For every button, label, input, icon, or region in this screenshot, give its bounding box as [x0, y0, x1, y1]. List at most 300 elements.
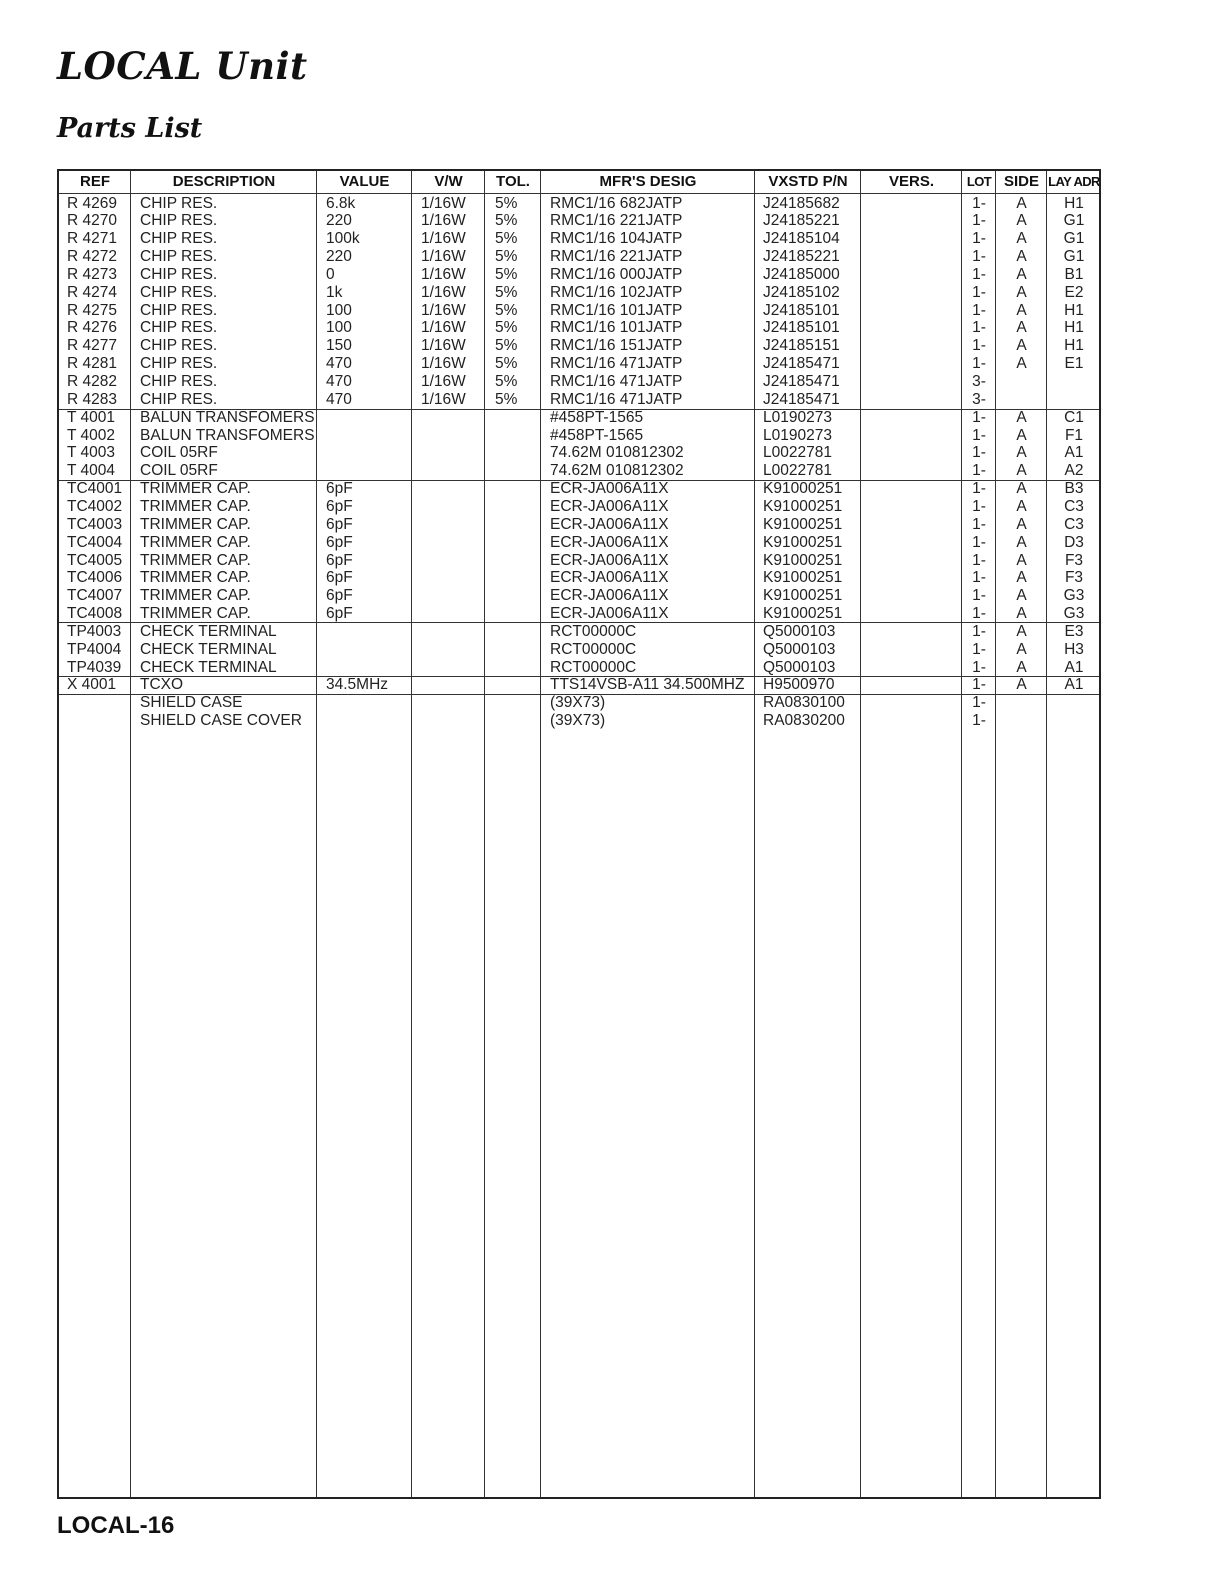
cell-desc: CHIP RES.: [140, 194, 218, 212]
cell-desc: TRIMMER CAP.: [140, 497, 251, 515]
cell-pn: K91000251: [763, 551, 843, 569]
cell-pn: K91000251: [763, 515, 843, 533]
table-row: [59, 319, 1099, 337]
cell-lot: 1-: [972, 587, 986, 605]
page-number: LOCAL-16: [57, 1512, 175, 1539]
cell-side: A: [1016, 283, 1027, 301]
column-header-vers: VERS.: [888, 173, 934, 190]
cell-vers: [869, 195, 959, 213]
cell-vw: [421, 462, 483, 480]
cell-lot: 1-: [972, 444, 986, 462]
cell-vw: [421, 516, 483, 534]
cell-lay: A1: [1064, 444, 1084, 462]
cell-mfr: RMC1/16 682JATP: [550, 194, 683, 212]
cell-mfr: TTS14VSB-A11 34.500MHZ: [550, 676, 745, 694]
cell-lay: [1047, 694, 1101, 712]
cell-desc: CHIP RES.: [140, 301, 218, 319]
table-row: [59, 266, 1099, 284]
cell-lot: 1-: [972, 408, 986, 426]
cell-mfr: RMC1/16 101JATP: [550, 319, 683, 337]
cell-ref: TP4003: [67, 622, 122, 640]
table-row: [59, 552, 1099, 570]
cell-vers: [869, 516, 959, 534]
cell-tol: [495, 676, 539, 694]
cell-ref: TC4001: [67, 480, 123, 498]
cell-vw: [421, 712, 483, 730]
cell-mfr: ECR-JA006A11X: [550, 569, 669, 587]
cell-desc: CHECK TERMINAL: [140, 658, 277, 676]
cell-lay: H1: [1064, 194, 1084, 212]
cell-ref: TC4008: [67, 605, 123, 623]
cell-ref: T 4002: [67, 426, 115, 444]
cell-value: 470: [326, 390, 352, 408]
cell-lot: 1-: [972, 658, 986, 676]
cell-vers: [869, 391, 959, 409]
cell-side: A: [1016, 319, 1027, 337]
cell-value: [326, 641, 410, 659]
cell-desc: SHIELD CASE COVER: [140, 712, 302, 730]
column-header-vw: V/W: [434, 173, 463, 190]
cell-tol: [495, 623, 539, 641]
cell-vw: [421, 694, 483, 712]
cell-desc: SHIELD CASE: [140, 694, 243, 712]
cell-side: A: [1016, 622, 1027, 640]
cell-lay: F3: [1064, 551, 1084, 569]
cell-tol: [495, 569, 539, 587]
cell-ref: T 4003: [67, 444, 115, 462]
cell-side: A: [1016, 462, 1027, 480]
cell-pn: J24185471: [763, 373, 840, 390]
cell-pn: J24185471: [763, 390, 840, 408]
cell-lot: 1-: [972, 569, 986, 587]
cell-lot: 1-: [972, 480, 986, 498]
cell-vw: 1/16W: [421, 265, 466, 283]
cell-value: 6pF: [326, 497, 353, 515]
cell-ref: R 4275: [67, 301, 117, 319]
table-row: [59, 427, 1099, 445]
cell-tol: [495, 498, 539, 516]
cell-desc: CHIP RES.: [140, 248, 218, 266]
cell-tol: 5%: [495, 212, 518, 230]
cell-pn: J24185104: [763, 230, 840, 248]
cell-vw: [421, 659, 483, 677]
column-header-description: DESCRIPTION: [172, 173, 276, 190]
cell-side: A: [1016, 569, 1027, 587]
cell-tol: [495, 694, 539, 712]
cell-lay: C1: [1064, 408, 1084, 426]
cell-value: 6pF: [326, 587, 353, 605]
cell-side: [996, 694, 1047, 712]
cell-vers: [869, 462, 959, 480]
cell-value: 1k: [326, 283, 343, 301]
table-row: [59, 694, 1099, 712]
cell-vw: 1/16W: [421, 390, 466, 408]
cell-vw: [421, 605, 483, 623]
cell-tol: 5%: [495, 355, 518, 373]
cell-mfr: ECR-JA006A11X: [550, 480, 669, 498]
cell-desc: CHECK TERMINAL: [140, 640, 277, 658]
cell-desc: TRIMMER CAP.: [140, 551, 251, 569]
cell-pn: J24185000: [763, 265, 840, 283]
cell-mfr: #458PT-1565: [550, 408, 644, 426]
cell-lot: 1-: [972, 497, 986, 515]
cell-side: [996, 391, 1047, 409]
cell-lot: 1-: [972, 301, 986, 319]
cell-tol: [495, 641, 539, 659]
table-row: [59, 212, 1099, 230]
cell-desc: CHIP RES.: [140, 390, 218, 408]
cell-vers: [869, 712, 959, 730]
cell-vw: [421, 552, 483, 570]
cell-side: [996, 712, 1047, 730]
cell-ref: R 4282: [67, 373, 117, 390]
cell-tol: 5%: [495, 373, 518, 390]
cell-lay: F3: [1064, 569, 1084, 587]
cell-mfr: RMC1/16 471JATP: [550, 373, 683, 390]
cell-vw: 1/16W: [421, 283, 466, 301]
cell-lay: H1: [1064, 301, 1084, 319]
cell-desc: CHIP RES.: [140, 319, 218, 337]
column-header-lay-adr: LAY ADR: [1048, 174, 1100, 189]
table-row: [59, 284, 1099, 302]
cell-mfr: RMC1/16 221JATP: [550, 212, 683, 230]
table-row: [59, 534, 1099, 552]
cell-lay: G3: [1063, 587, 1085, 605]
cell-pn: Q5000103: [763, 640, 836, 658]
cell-lot: 1-: [972, 355, 986, 373]
cell-ref: X 4001: [67, 676, 117, 694]
cell-mfr: #458PT-1565: [550, 426, 644, 444]
cell-value: 6pF: [326, 515, 353, 533]
cell-pn: L0190273: [763, 408, 832, 426]
cell-lot: 1-: [972, 265, 986, 283]
cell-tol: 5%: [495, 230, 518, 248]
cell-vw: [421, 623, 483, 641]
cell-vw: [421, 587, 483, 605]
cell-mfr: ECR-JA006A11X: [550, 497, 669, 515]
cell-lay: C3: [1064, 497, 1084, 515]
cell-lot: 1-: [972, 515, 986, 533]
cell-value: 470: [326, 355, 352, 373]
cell-tol: [495, 534, 539, 552]
cell-mfr: RMC1/16 221JATP: [550, 248, 683, 266]
cell-value: 100: [326, 301, 352, 319]
cell-vers: [869, 552, 959, 570]
cell-lay: D3: [1064, 533, 1084, 551]
cell-value: 6.8k: [326, 194, 356, 212]
cell-tol: 5%: [495, 194, 518, 212]
table-row: [59, 373, 1099, 391]
cell-lot: 1-: [972, 462, 986, 480]
cell-desc: CHIP RES.: [140, 337, 218, 355]
cell-value: 150: [326, 337, 352, 355]
cell-mfr: RMC1/16 000JATP: [550, 265, 683, 283]
cell-lay: H1: [1064, 319, 1084, 337]
cell-lay: G1: [1063, 248, 1085, 266]
page-title: LOCAL Unit: [57, 44, 308, 88]
table-row: [59, 337, 1099, 355]
cell-lay: B3: [1064, 480, 1084, 498]
cell-side: A: [1016, 658, 1027, 676]
cell-tol: [495, 462, 539, 480]
cell-vw: 1/16W: [421, 337, 466, 355]
cell-lot: 1-: [972, 551, 986, 569]
cell-side: A: [1016, 355, 1027, 373]
cell-ref: TC4006: [67, 569, 123, 587]
column-header-value: VALUE: [339, 173, 390, 190]
cell-vers: [869, 284, 959, 302]
cell-side: A: [1016, 640, 1027, 658]
cell-ref: R 4271: [67, 230, 117, 248]
cell-mfr: ECR-JA006A11X: [550, 587, 669, 605]
table-row: [59, 516, 1099, 534]
cell-vers: [869, 569, 959, 587]
cell-tol: [495, 605, 539, 623]
table-row: [59, 195, 1099, 213]
cell-ref: R 4281: [67, 355, 117, 373]
table-row: [59, 462, 1099, 480]
cell-side: A: [1016, 212, 1027, 230]
cell-desc: BALUN TRANSFOMERS: [140, 426, 315, 444]
cell-mfr: ECR-JA006A11X: [550, 515, 669, 533]
cell-vers: [869, 373, 959, 391]
cell-mfr: 74.62M 010812302: [550, 444, 684, 462]
cell-lay: A1: [1064, 676, 1084, 694]
cell-vw: 1/16W: [421, 355, 466, 373]
cell-ref: R 4276: [67, 319, 117, 337]
cell-tol: [495, 480, 539, 498]
cell-value: [326, 444, 410, 462]
cell-mfr: RMC1/16 101JATP: [550, 301, 683, 319]
cell-lay: [1047, 391, 1101, 409]
cell-vers: [869, 444, 959, 462]
cell-side: A: [1016, 301, 1027, 319]
cell-value: 0: [326, 265, 335, 283]
cell-vw: [421, 480, 483, 498]
cell-desc: TRIMMER CAP.: [140, 605, 251, 623]
cell-ref: [67, 694, 129, 712]
cell-value: [326, 427, 410, 445]
parts-list-table: [57, 169, 1101, 1499]
column-header-mfr-desig: MFR'S DESIG: [599, 173, 697, 190]
cell-mfr: RCT00000C: [550, 658, 637, 676]
cell-vw: 1/16W: [421, 212, 466, 230]
cell-desc: CHIP RES.: [140, 265, 218, 283]
cell-tol: 5%: [495, 390, 518, 408]
cell-desc: BALUN TRANSFOMERS: [140, 408, 315, 426]
cell-vers: [869, 248, 959, 266]
column-header-tol: TOL.: [496, 173, 530, 190]
cell-side: A: [1016, 444, 1027, 462]
cell-lot: 1-: [972, 194, 986, 212]
column-header-ref: REF: [80, 173, 110, 190]
cell-desc: TRIMMER CAP.: [140, 533, 251, 551]
table-row: [59, 409, 1099, 427]
cell-mfr: ECR-JA006A11X: [550, 533, 669, 551]
cell-vw: 1/16W: [421, 301, 466, 319]
cell-pn: K91000251: [763, 480, 843, 498]
cell-vers: [869, 659, 959, 677]
cell-vw: 1/16W: [421, 194, 466, 212]
cell-pn: K91000251: [763, 497, 843, 515]
cell-desc: TCXO: [140, 676, 184, 694]
cell-vw: [421, 427, 483, 445]
cell-lot: 1-: [972, 533, 986, 551]
cell-vw: [421, 676, 483, 694]
cell-lot: 1-: [972, 319, 986, 337]
cell-lay: H3: [1064, 640, 1084, 658]
cell-pn: J24185101: [763, 301, 840, 319]
cell-value: 470: [326, 373, 352, 390]
cell-pn: K91000251: [763, 605, 843, 623]
cell-mfr: RMC1/16 471JATP: [550, 390, 683, 408]
cell-tol: [495, 444, 539, 462]
cell-mfr: RCT00000C: [550, 622, 637, 640]
cell-lay: H1: [1064, 337, 1084, 355]
cell-side: [996, 373, 1047, 391]
page-subtitle: Parts List: [57, 113, 203, 144]
cell-mfr: 74.62M 010812302: [550, 462, 684, 480]
cell-side: A: [1016, 480, 1027, 498]
cell-pn: K91000251: [763, 533, 843, 551]
cell-vw: [421, 641, 483, 659]
cell-mfr: (39X73): [550, 712, 606, 730]
cell-pn: J24185101: [763, 319, 840, 337]
cell-pn: RA0830100: [763, 694, 845, 712]
cell-tol: [495, 659, 539, 677]
cell-value: 6pF: [326, 533, 353, 551]
cell-side: A: [1016, 230, 1027, 248]
table-row: [59, 641, 1099, 659]
cell-desc: CHIP RES.: [140, 283, 218, 301]
cell-ref: TC4002: [67, 497, 123, 515]
cell-side: A: [1016, 337, 1027, 355]
cell-pn: J24185102: [763, 283, 840, 301]
cell-desc: CHIP RES.: [140, 355, 218, 373]
cell-pn: J24185221: [763, 248, 840, 266]
cell-pn: J24185682: [763, 194, 840, 212]
cell-lay: A1: [1064, 658, 1084, 676]
cell-value: [326, 462, 410, 480]
cell-vers: [869, 605, 959, 623]
cell-lot: 1-: [972, 622, 986, 640]
cell-ref: R 4270: [67, 212, 117, 230]
cell-lot: 1-: [972, 694, 986, 712]
cell-ref: TC4007: [67, 587, 123, 605]
table-row: [59, 676, 1099, 694]
cell-lot: 1-: [972, 230, 986, 248]
cell-lot: 1-: [972, 212, 986, 230]
cell-desc: CHIP RES.: [140, 373, 218, 390]
cell-mfr: (39X73): [550, 694, 606, 712]
cell-lay: G3: [1063, 605, 1085, 623]
cell-vers: [869, 480, 959, 498]
cell-vers: [869, 212, 959, 230]
table-row: [59, 569, 1099, 587]
cell-lot: 3-: [972, 373, 986, 390]
cell-lot: 1-: [972, 712, 986, 730]
cell-ref: T 4001: [67, 408, 115, 426]
cell-vers: [869, 337, 959, 355]
cell-tol: 5%: [495, 283, 518, 301]
cell-pn: Q5000103: [763, 658, 836, 676]
cell-lot: 1-: [972, 605, 986, 623]
cell-vers: [869, 409, 959, 427]
cell-pn: Q5000103: [763, 622, 836, 640]
cell-ref: R 4277: [67, 337, 117, 355]
cell-side: A: [1016, 551, 1027, 569]
cell-pn: L0022781: [763, 444, 832, 462]
column-header-lot: LOT: [966, 174, 992, 189]
cell-vers: [869, 694, 959, 712]
cell-ref: T 4004: [67, 462, 115, 480]
table-row: [59, 712, 1099, 730]
cell-pn: J24185471: [763, 355, 840, 373]
cell-desc: TRIMMER CAP.: [140, 515, 251, 533]
cell-vers: [869, 587, 959, 605]
cell-tol: [495, 552, 539, 570]
cell-ref: TC4005: [67, 551, 123, 569]
cell-pn: J24185151: [763, 337, 840, 355]
table-row: [59, 659, 1099, 677]
cell-vw: 1/16W: [421, 373, 466, 390]
cell-lot: 3-: [972, 390, 986, 408]
cell-value: 6pF: [326, 605, 353, 623]
cell-vw: [421, 409, 483, 427]
cell-ref: R 4283: [67, 390, 117, 408]
cell-ref: [67, 712, 129, 730]
cell-value: 100: [326, 319, 352, 337]
cell-mfr: RMC1/16 102JATP: [550, 283, 683, 301]
cell-vers: [869, 302, 959, 320]
cell-tol: 5%: [495, 301, 518, 319]
cell-side: A: [1016, 426, 1027, 444]
table-row: [59, 230, 1099, 248]
cell-tol: [495, 587, 539, 605]
cell-pn: L0190273: [763, 426, 832, 444]
cell-ref: R 4274: [67, 283, 117, 301]
cell-desc: TRIMMER CAP.: [140, 480, 251, 498]
cell-vers: [869, 534, 959, 552]
cell-side: A: [1016, 515, 1027, 533]
cell-desc: TRIMMER CAP.: [140, 569, 251, 587]
cell-value: [326, 623, 410, 641]
table-row: [59, 302, 1099, 320]
cell-side: A: [1016, 194, 1027, 212]
cell-desc: COIL 05RF: [140, 444, 218, 462]
cell-lay: F1: [1064, 426, 1084, 444]
cell-vw: 1/16W: [421, 230, 466, 248]
cell-side: A: [1016, 265, 1027, 283]
table-row: [59, 498, 1099, 516]
cell-ref: TP4004: [67, 640, 122, 658]
table-row: [59, 391, 1099, 409]
cell-tol: [495, 409, 539, 427]
cell-tol: [495, 516, 539, 534]
cell-lay: G1: [1063, 230, 1085, 248]
cell-mfr: ECR-JA006A11X: [550, 551, 669, 569]
cell-lot: 1-: [972, 283, 986, 301]
cell-lay: G1: [1063, 212, 1085, 230]
column-header-vxstd-pn: VXSTD P/N: [768, 173, 848, 190]
cell-mfr: RMC1/16 151JATP: [550, 337, 683, 355]
cell-value: 6pF: [326, 551, 353, 569]
table-row: [59, 248, 1099, 266]
cell-tol: 5%: [495, 248, 518, 266]
cell-mfr: RMC1/16 104JATP: [550, 230, 683, 248]
cell-mfr: RCT00000C: [550, 640, 637, 658]
cell-value: 100k: [326, 230, 360, 248]
